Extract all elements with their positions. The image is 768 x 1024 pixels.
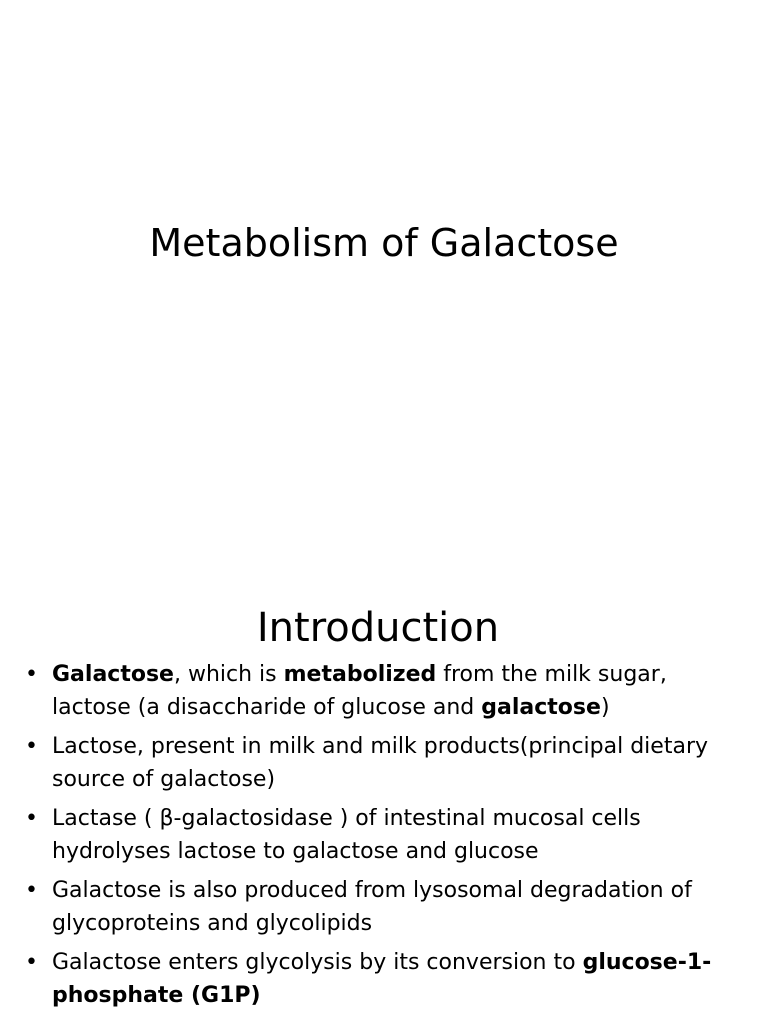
bullet-text: Galactose enters glycolysis by its conversion to: [52, 950, 583, 975]
bullet-text: Lactose, present in milk and milk products(principal dietary source of galactose): [52, 734, 709, 792]
bullet-text: Galactose is also produced from lysosomal degradation of glycoproteins and glycolipids: [52, 878, 692, 936]
bullet-item: [0, 658, 768, 724]
bullet-text-bold: Galactose: [52, 662, 174, 687]
bullet-text-bold: glucose-1-phosphate (G1P): [52, 950, 712, 1008]
bullet-dot: •: [25, 950, 38, 975]
bullet-text: , which is: [173, 662, 284, 687]
bullet-item: [0, 802, 768, 868]
bullet-item: [0, 874, 768, 940]
bullet-dot: •: [25, 878, 38, 903]
bullet-text-bold: metabolized: [283, 662, 437, 687]
bullet-list: [0, 658, 768, 1018]
introduction-heading: Introduction: [256, 605, 500, 651]
bullet-dot: •: [25, 734, 38, 759]
bullet-item: [0, 946, 768, 1012]
slide-title: Metabolism of Galactose: [149, 221, 619, 265]
bullet-text: ): [600, 695, 610, 720]
bullet-dot: •: [25, 806, 38, 831]
bullet-text: from the milk sugar, lactose (a disaccharide of glucose and: [52, 662, 667, 720]
bullet-dot: •: [25, 662, 38, 687]
bullet-text: Lactase ( β-galactosidase ) of intestinal mucosal cells hydrolyses lactose to galactose and glucose: [52, 806, 641, 864]
bullet-text-bold: galactose: [481, 695, 601, 720]
bullet-item: [0, 730, 768, 796]
